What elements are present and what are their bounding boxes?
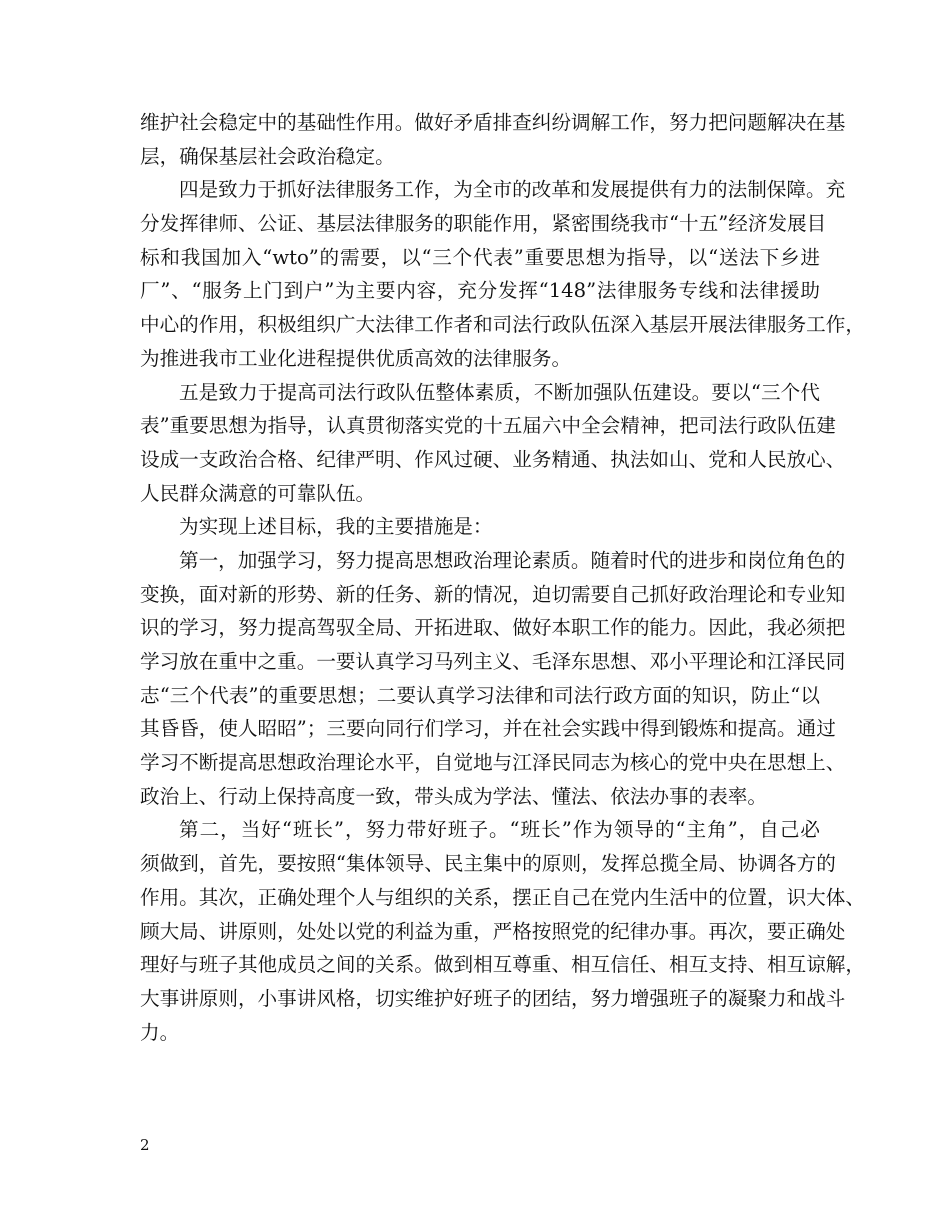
- text-line: 标和我国加入“wto”的需要，以“三个代表”重要思想为指导，以“送法下乡进: [140, 245, 820, 269]
- text-line: 第一，加强学习，努力提高思想政治理论素质。随着时代的进步和岗位角色的: [179, 548, 846, 572]
- text-line: 层，确保基层社会政治稳定。: [140, 144, 395, 168]
- document-body: [140, 106, 865, 1049]
- text-line: 学习放在重中之重。一要认真学习马列主义、毛泽东思想、邓小平理论和江泽民同: [140, 650, 846, 673]
- text-line: 四是致力于抓好法律服务工作，为全市的改革和发展提供有力的法制保障。充: [179, 178, 846, 202]
- text-line: 中心的作用，积极组织广大法律工作者和司法行政队伍深入基层开展法律服务工作，: [140, 313, 865, 337]
- text-line: 表”重要思想为指导，认真贯彻落实党的十五届六中全会精神，把司法行政队伍建: [140, 414, 836, 438]
- text-line: 识的学习，努力提高驾驭全局、开拓进取、做好本职工作的能力。因此，我必须把: [140, 616, 846, 640]
- text-line: 设成一支政治合格、纪律严明、作风过硬、业务精通、执法如山、党和人民放心、: [140, 447, 846, 471]
- text-line: 大事讲原则，小事讲风格，切实维护好班子的团结，努力增强班子的凝聚力和战斗: [140, 986, 846, 1010]
- text-line: 理好与班子其他成员之间的关系。做到相互尊重、相互信任、相互支持、相互谅解，: [140, 953, 865, 977]
- text-line: 变换，面对新的形势、新的任务、新的情况，迫切需要自己抓好政治理论和专业知: [140, 582, 846, 606]
- page-number: 2: [140, 1136, 150, 1154]
- paragraph: [140, 813, 865, 1049]
- text-line: 人民群众满意的可靠队伍。: [140, 481, 376, 505]
- text-line: 五是致力于提高司法行政队伍整体素质，不断加强队伍建设。要以“三个代: [179, 380, 820, 404]
- text-line: 须做到，首先，要按照“集体领导、民主集中的原则，发挥总揽全局、协调各方的: [140, 852, 836, 876]
- paragraph: [140, 544, 846, 814]
- text-line: 厂”、“服务上门到户”为主要内容，充分发挥“148”法律服务专线和法律援助: [140, 279, 820, 303]
- text-line: 学习不断提高思想政治理论水平，自觉地与江泽民同志为核心的党中央在思想上、: [140, 751, 846, 775]
- paragraph: [140, 510, 820, 544]
- text-line: 作用。其次，正确处理个人与组织的关系，摆正自己在党内生活中的位置，识大体、: [140, 885, 865, 909]
- paragraph: [140, 106, 846, 173]
- paragraph: [140, 173, 865, 375]
- text-line: 分发挥律师、公证、基层法律服务的职能作用，紧密围绕我市“十五”经济发展目: [140, 212, 827, 236]
- text-line: 志“三个代表”的重要思想；二要认真学习法律和司法行政方面的知识，防止“以: [140, 683, 820, 707]
- text-line: 顾大局、讲原则，处处以党的利益为重，严格按照党的纪律办事。再次，要正确处: [140, 919, 846, 943]
- text-line: 政治上、行动上保持高度一致，带头成为学法、懂法、依法办事的表率。: [140, 784, 767, 808]
- text-line: 第二，当好“班长”，努力带好班子。“班长”作为领导的“主角”，自己必: [179, 818, 820, 842]
- text-line: 为实现上述目标，我的主要措施是：: [179, 515, 493, 539]
- text-line: 为推进我市工业化进程提供优质高效的法律服务。: [140, 346, 572, 370]
- text-line: 其昏昏，使人昭昭”；三要向同行们学习，并在社会实践中得到锻炼和提高。通过: [140, 717, 836, 741]
- text-line: 维护社会稳定中的基础性作用。做好矛盾排查纠纷调解工作，努力把问题解决在基: [140, 111, 846, 134]
- paragraph: [140, 376, 846, 511]
- text-line: 力。: [140, 1020, 180, 1044]
